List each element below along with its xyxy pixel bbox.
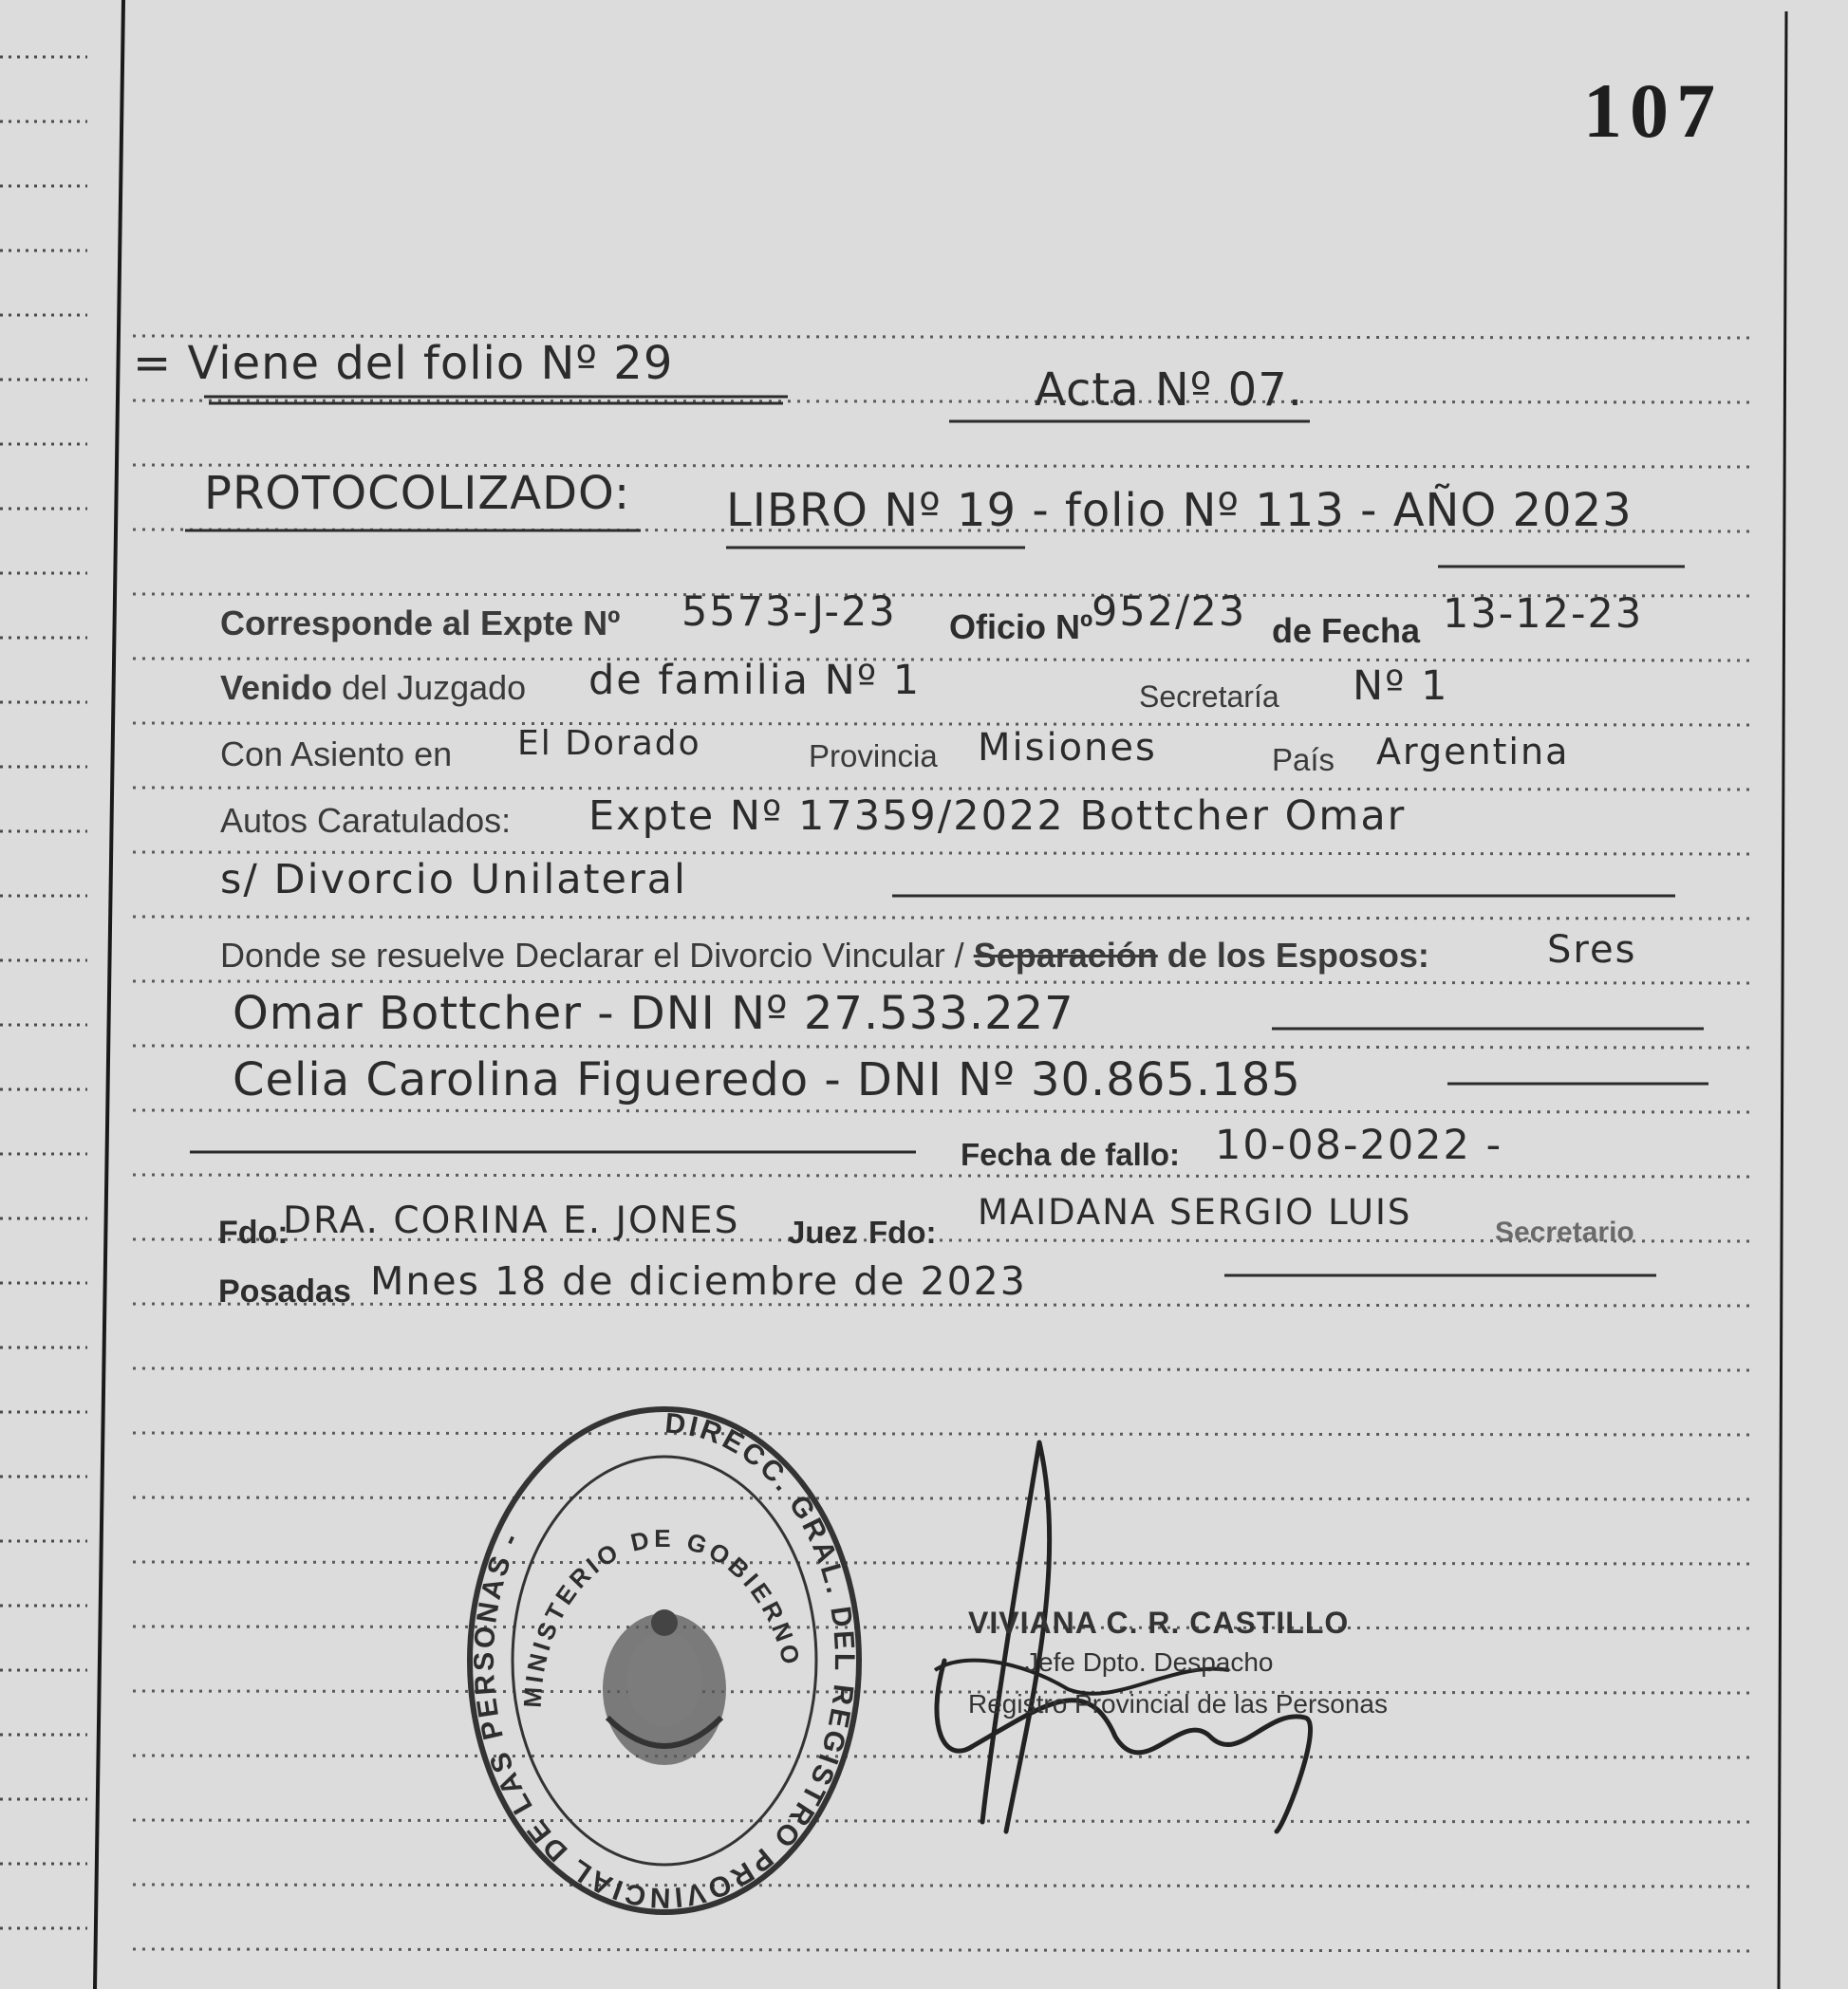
label-fdo-2: Fdo: xyxy=(868,1215,937,1250)
label-pais: País xyxy=(1272,742,1335,777)
posadas-fill-line xyxy=(1224,1272,1661,1281)
value-asiento: El Dorado xyxy=(517,724,701,763)
value-esposo-1: Omar Bottcher - DNI Nº 27.533.227 xyxy=(233,987,1074,1040)
label-venido: Venido xyxy=(220,668,333,707)
label-corresponde: Corresponde al Expte Nº xyxy=(220,604,621,642)
field-corresponde xyxy=(220,604,620,643)
value-sres: Sres xyxy=(1547,928,1637,972)
label-fecha: de Fecha xyxy=(1272,611,1421,650)
page-dotted-rule xyxy=(133,852,1751,854)
page-dotted-rule xyxy=(133,1175,1751,1177)
acta-underline xyxy=(949,418,1319,431)
signer-title: Jefe Dpto. Despacho xyxy=(1025,1647,1274,1677)
value-secretaria: Nº 1 xyxy=(1353,662,1449,710)
esposo2-fill-line xyxy=(1447,1080,1713,1089)
label-separacion: Separación xyxy=(973,936,1158,975)
official-seal-stamp xyxy=(456,1395,873,1926)
seal-inner-text: MINISTERIO DE GOBIERNO xyxy=(517,1523,807,1709)
value-juzgado: de familia Nº 1 xyxy=(588,657,922,704)
value-expte: 5573-J-23 xyxy=(681,588,897,636)
label-fdo-1: Fdo: xyxy=(218,1215,289,1251)
field-venido xyxy=(220,668,526,708)
value-pais: Argentina xyxy=(1376,731,1570,772)
page-dotted-rule xyxy=(133,659,1751,660)
label-secretario: Secretario xyxy=(1495,1217,1634,1248)
esposo1-fill-line xyxy=(1272,1025,1708,1034)
signer-name: VIVIANA C. R. CASTILLO xyxy=(968,1606,1350,1640)
page-number: 107 xyxy=(1583,67,1723,154)
page-dotted-rule xyxy=(133,1110,1751,1112)
protocolizado-value: LIBRO Nº 19 - folio Nº 113 - AÑO 2023 xyxy=(726,484,1633,537)
page-dotted-rule xyxy=(133,1046,1751,1048)
page-dotted-rule xyxy=(133,1368,1751,1370)
label-posadas: Posadas xyxy=(218,1273,351,1310)
page-dotted-rule xyxy=(133,917,1751,919)
header-acta-numero: Acta Nº 07. xyxy=(1035,363,1303,417)
label-autos: Autos Caratulados: xyxy=(220,801,512,840)
value-esposo-2: Celia Carolina Figueredo - DNI Nº 30.865.185 xyxy=(233,1053,1301,1106)
signer-office: Registro Provincial de las Personas xyxy=(968,1689,1388,1719)
page-dotted-rule xyxy=(133,723,1751,725)
autos-fill-line xyxy=(892,892,1680,902)
value-autos-line2: s/ Divorcio Unilateral xyxy=(220,856,687,903)
value-autos-line1: Expte Nº 17359/2022 Bottcher Omar xyxy=(588,792,1407,840)
value-posadas-fecha: Mnes 18 de diciembre de 2023 xyxy=(370,1258,1027,1304)
value-juez: DRA. CORINA E. JONES xyxy=(283,1199,740,1242)
label-de-los-esposos: de los Esposos: xyxy=(1157,936,1429,975)
label-del-juzgado: del Juzgado xyxy=(332,668,527,707)
field-donde xyxy=(220,936,1429,976)
value-provincia: Misiones xyxy=(978,726,1157,770)
value-fecha: 13-12-23 xyxy=(1443,590,1644,638)
handwritten-signature xyxy=(925,1423,1362,1869)
label-oficio: Oficio Nº xyxy=(949,607,1093,646)
page-dotted-rule xyxy=(133,981,1751,983)
page-dotted-rule xyxy=(133,1949,1751,1951)
label-fecha-fallo: Fecha de fallo: xyxy=(961,1137,1181,1172)
page-dotted-rule xyxy=(133,788,1751,790)
label-juez: Juez xyxy=(788,1215,858,1250)
label-provincia: Provincia xyxy=(809,738,938,773)
label-secretaria: Secretaría xyxy=(1139,679,1279,714)
value-fecha-fallo: 10-08-2022 - xyxy=(1215,1122,1503,1169)
fallo-fill-line xyxy=(190,1148,921,1158)
label-donde: Donde se resuelve Declarar el Divorcio Vincular / xyxy=(220,936,964,975)
page-dotted-rule xyxy=(133,1304,1751,1306)
page-dotted-rule xyxy=(133,1885,1751,1887)
header-underline xyxy=(204,394,793,407)
header-viene-del-folio: = Viene del folio Nº 29 xyxy=(133,337,674,390)
label-con-asiento: Con Asiento en xyxy=(220,734,453,773)
protocolizado-label: PROTOCOLIZADO: xyxy=(204,467,631,520)
coat-of-arms-emblem xyxy=(603,1609,726,1765)
seal-outer-text: DIRECC. GRAL. DEL REGISTRO PROVINCIAL DE LAS PERSONAS - xyxy=(468,1407,861,1914)
value-secretario: MAIDANA SERGIO LUIS xyxy=(978,1192,1412,1233)
value-oficio: 952/23 xyxy=(1092,588,1247,636)
